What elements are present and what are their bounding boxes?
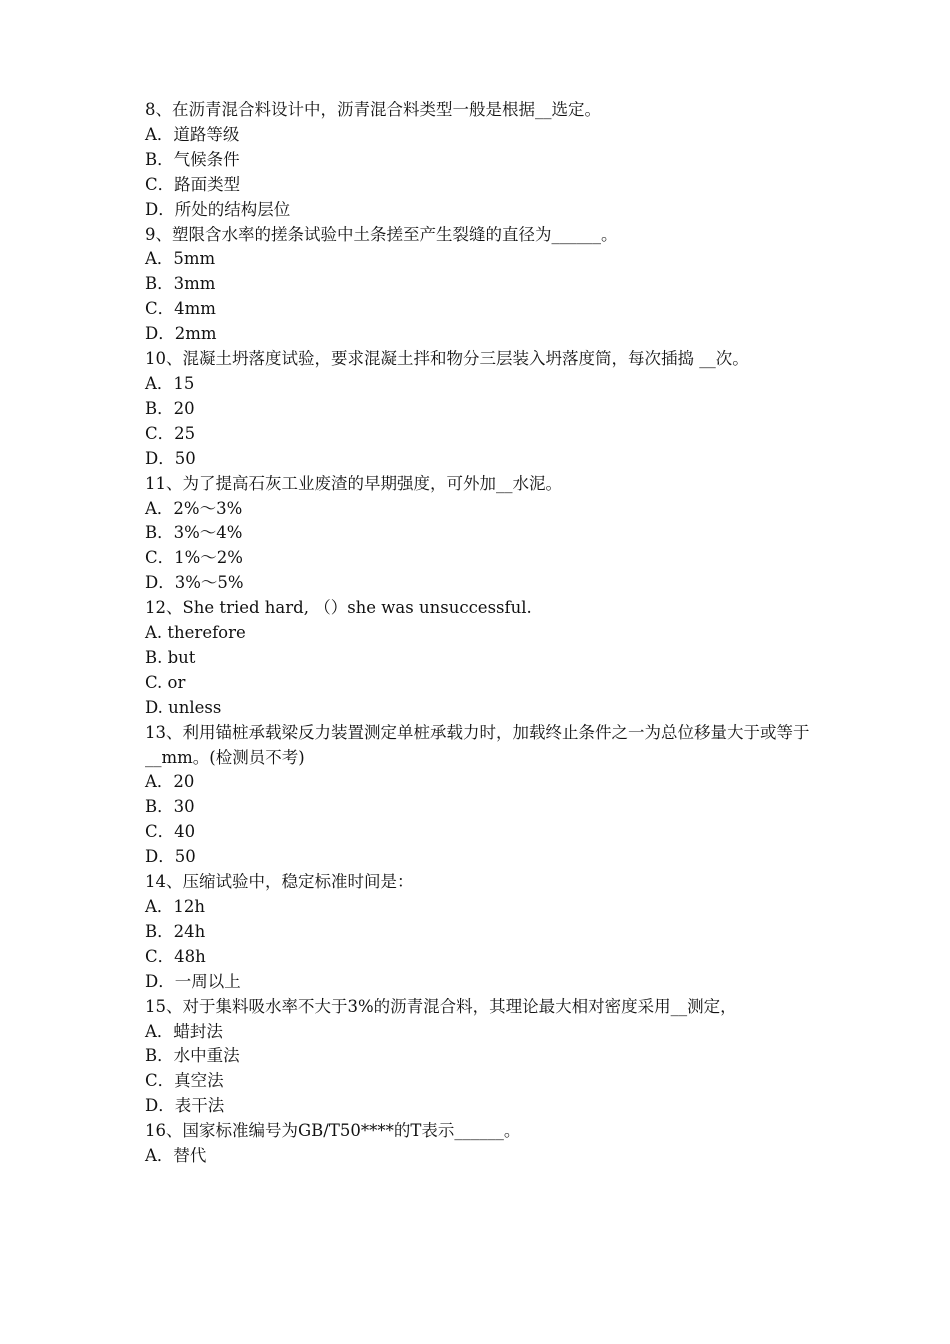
option-a: A．2%～3% bbox=[145, 498, 243, 518]
option-a: A．替代 bbox=[145, 1146, 207, 1166]
option-b: B．30 bbox=[145, 797, 195, 817]
option-c: C．路面类型 bbox=[145, 174, 241, 194]
option-b: B．24h bbox=[145, 921, 206, 941]
question-stem: 10、混凝土坍落度试验，要求混凝土拌和物分三层装入坍落度筒，每次插捣 __次。 bbox=[145, 349, 749, 369]
question-15 bbox=[145, 995, 810, 1120]
option-c: C．4mm bbox=[145, 299, 216, 319]
option-b: B．水中重法 bbox=[145, 1046, 240, 1066]
option-c: C. or bbox=[145, 672, 186, 692]
option-d: D．3%～5% bbox=[145, 573, 244, 593]
question-stem: 8、在沥青混合料设计中，沥青混合料类型一般是根据__选定。 bbox=[145, 100, 601, 119]
option-b: B．气候条件 bbox=[145, 149, 240, 169]
question-stem: 12、She tried hard, （）she was unsuccessful. bbox=[145, 598, 532, 618]
option-c: C．1%～2% bbox=[145, 548, 243, 568]
option-b: B．3%～4% bbox=[145, 523, 243, 543]
question-14 bbox=[145, 870, 810, 995]
option-d: D. unless bbox=[145, 697, 222, 717]
option-a: A．20 bbox=[145, 772, 195, 792]
question-8 bbox=[145, 98, 810, 223]
question-10 bbox=[145, 347, 810, 472]
option-c: C．真空法 bbox=[145, 1071, 224, 1091]
option-d: D．所处的结构层位 bbox=[145, 199, 291, 219]
option-c: C．25 bbox=[145, 423, 196, 443]
option-a: A．蜡封法 bbox=[145, 1021, 223, 1041]
question-stem: 14、压缩试验中，稳定标准时间是： bbox=[145, 872, 414, 892]
option-b: B．20 bbox=[145, 398, 195, 418]
option-d: D．一周以上 bbox=[145, 971, 241, 991]
exam-page bbox=[145, 98, 810, 1169]
option-d: D．50 bbox=[145, 847, 196, 867]
option-a: A．5mm bbox=[145, 249, 216, 269]
option-a: A．道路等级 bbox=[145, 124, 240, 144]
question-9 bbox=[145, 223, 810, 348]
option-a: A. therefore bbox=[145, 623, 246, 643]
question-13 bbox=[145, 721, 810, 870]
question-stem: 15、对于集料吸水率不大于3%的沥青混合料，其理论最大相对密度采用__测定， bbox=[145, 996, 737, 1016]
question-16 bbox=[145, 1119, 810, 1169]
option-a: A．12h bbox=[145, 897, 206, 916]
option-d: D．50 bbox=[145, 448, 196, 468]
question-stem: 9、塑限含水率的搓条试验中土条搓至产生裂缝的直径为______。 bbox=[145, 224, 618, 244]
option-b: B. but bbox=[145, 647, 196, 667]
question-12 bbox=[145, 596, 810, 721]
question-stem: 16、国家标准编号为GB/T50****的T表示______。 bbox=[145, 1121, 521, 1141]
option-c: C．48h bbox=[145, 946, 206, 966]
option-a: A．15 bbox=[145, 373, 195, 393]
question-stem: 13、利用锚桩承载梁反力装置测定单桩承载力时，加载终止条件之一为总位移量大于或等于__mm。(检测员不考) bbox=[145, 722, 810, 767]
option-b: B．3mm bbox=[145, 274, 216, 294]
option-d: D．2mm bbox=[145, 324, 217, 344]
option-d: D．表干法 bbox=[145, 1096, 225, 1116]
question-11 bbox=[145, 472, 810, 597]
question-stem: 11、为了提高石灰工业废渣的早期强度，可外加__水泥。 bbox=[145, 473, 562, 493]
option-c: C．40 bbox=[145, 822, 196, 842]
